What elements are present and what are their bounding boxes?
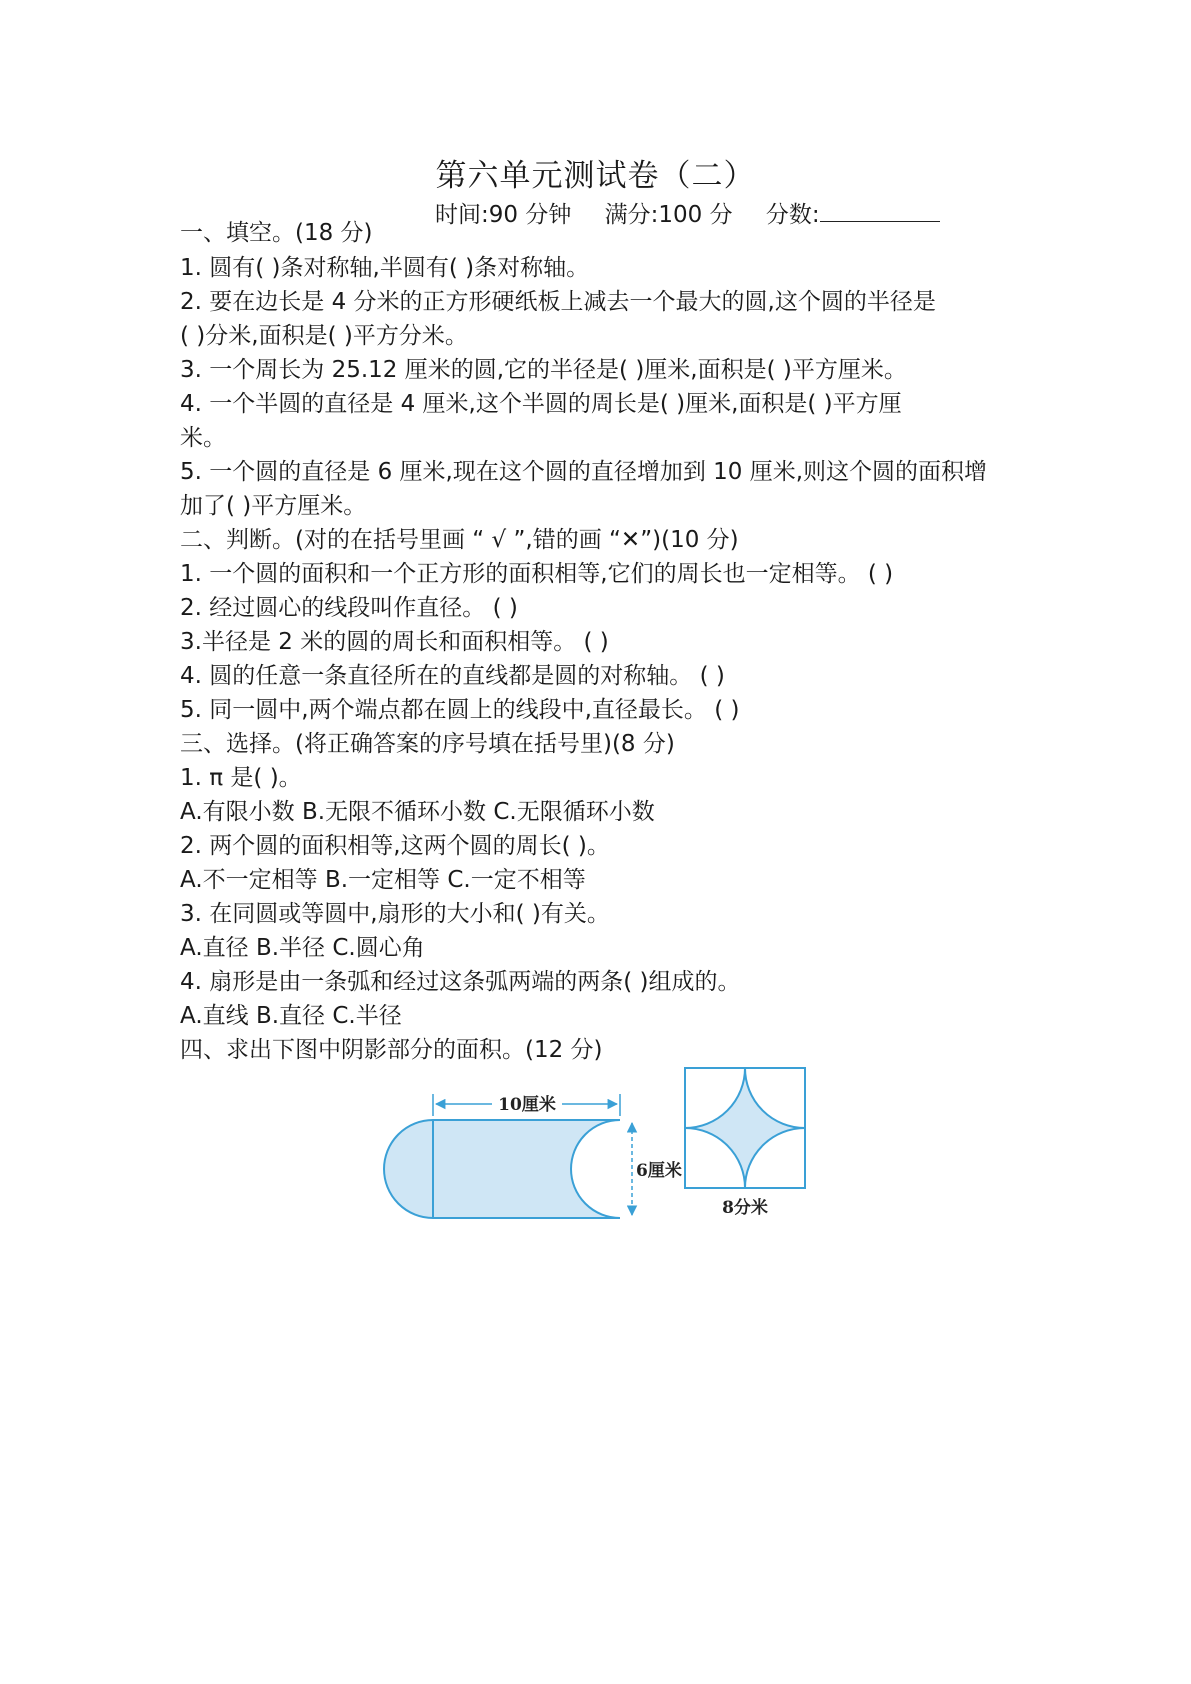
option-line: A.直线 B.直径 C.半径	[180, 1003, 402, 1029]
score-label: 分数:	[765, 202, 820, 228]
question-line: 4. 扇形是由一条弧和经过这条弧两端的两条( )组成的。	[180, 969, 741, 995]
question-line: 1. 一个圆的面积和一个正方形的面积相等,它们的周长也一定相等。 ( )	[180, 561, 894, 587]
question-line: 1. 圆有( )条对称轴,半圆有( )条对称轴。	[180, 255, 590, 281]
section-heading-area: 四、求出下图中阴影部分的面积。(12 分)	[180, 1037, 603, 1063]
time-info: 时间:90 分钟	[435, 202, 572, 228]
question-line: 2. 两个圆的面积相等,这两个圆的周长( )。	[180, 833, 610, 859]
question-line: 5. 同一圆中,两个端点都在圆上的线段中,直径最长。 ( )	[180, 697, 740, 723]
side-label: 8分米	[722, 1198, 768, 1218]
question-line: ( )分米,面积是( )平方分米。	[180, 323, 468, 349]
figure-square-quarter-circles	[680, 1063, 810, 1218]
section-heading-judge: 二、判断。(对的在括号里画 “ √ ”,错的画 “✕”)(10 分)	[180, 527, 739, 553]
question-line: 4. 圆的任意一条直径所在的直线都是圆的对称轴。 ( )	[180, 663, 725, 689]
question-line: 2. 经过圆心的线段叫作直径。 ( )	[180, 595, 518, 621]
option-line: A.不一定相等 B.一定相等 C.一定不相等	[180, 867, 586, 893]
question-line: 1. π 是( )。	[180, 765, 302, 791]
height-label: 6厘米	[636, 1161, 682, 1181]
option-line: A.有限小数 B.无限不循环小数 C.无限循环小数	[180, 799, 655, 825]
question-line: 3. 在同圆或等圆中,扇形的大小和( )有关。	[180, 901, 610, 927]
exam-meta	[435, 196, 940, 229]
section-heading-fill: 一、填空。(18 分)	[180, 220, 373, 246]
question-line: 5. 一个圆的直径是 6 厘米,现在这个圆的直径增加到 10 厘米,则这个圆的面积增	[180, 459, 988, 485]
width-label: 10厘米	[498, 1095, 556, 1115]
full-score-info: 满分:100 分	[604, 202, 733, 228]
option-line: A.直径 B.半径 C.圆心角	[180, 935, 425, 961]
question-line: 3.半径是 2 米的圆的周长和面积相等。 ( )	[180, 629, 609, 655]
question-line: 加了( )平方厘米。	[180, 493, 367, 519]
figure-rectangle-semicircles	[380, 1080, 682, 1230]
score-blank	[820, 201, 940, 222]
section-heading-choice: 三、选择。(将正确答案的序号填在括号里)(8 分)	[180, 731, 675, 757]
question-line: 3. 一个周长为 25.12 厘米的圆,它的半径是( )厘米,面积是( )平方厘米。	[180, 357, 907, 383]
question-line: 2. 要在边长是 4 分米的正方形硬纸板上减去一个最大的圆,这个圆的半径是	[180, 289, 936, 315]
shaded-region	[384, 1120, 620, 1218]
question-line: 4. 一个半圆的直径是 4 厘米,这个半圆的周长是( )厘米,面积是( )平方厘	[180, 391, 902, 417]
page-title: 第六单元测试卷（二）	[435, 158, 756, 194]
question-line: 米。	[180, 425, 226, 451]
